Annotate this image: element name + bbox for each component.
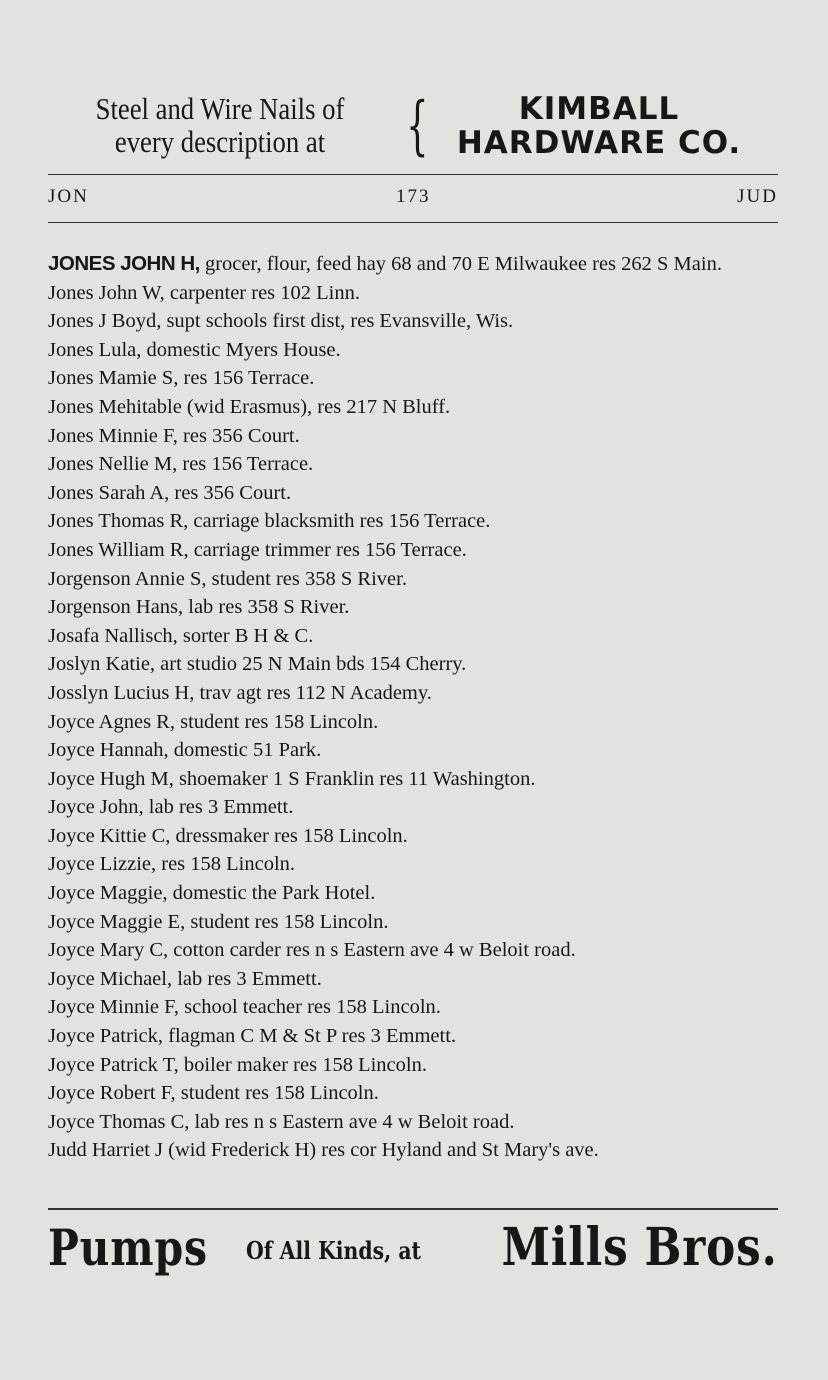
running-head-left: JON [48, 186, 89, 207]
header-ad-left-line1: Steel and Wire Nails of [95, 91, 345, 126]
directory-entry: Joyce Agnes R, student res 158 Lincoln. [48, 710, 379, 733]
directory-entry: Jorgenson Hans, lab res 358 S River. [48, 596, 350, 619]
directory-entry: Joyce Maggie E, student res 158 Lincoln. [48, 910, 389, 933]
directory-entry: Joyce Thomas C, lab res n s Eastern ave 4 w Beloit road. [48, 1110, 515, 1133]
header-rule-top [48, 174, 778, 175]
header-rule-bottom [48, 222, 778, 223]
directory-entry: Joyce Hannah, domestic 51 Park. [48, 739, 322, 762]
directory-entry: Joyce Robert F, student res 158 Lincoln. [48, 1082, 379, 1105]
directory-entry: Joyce Mary C, cotton carder res n s Eastern ave 4 w Beloit road. [48, 939, 576, 962]
directory-entry: Jorgenson Annie S, student res 358 S River. [48, 567, 407, 590]
directory-entry: Jones Mamie S, res 156 Terrace. [48, 367, 315, 390]
directory-entry: Joyce Lizzie, res 158 Lincoln. [48, 853, 296, 876]
directory-entry: Joyce Hugh M, shoemaker 1 S Franklin res 11 Washington. [48, 767, 536, 790]
running-head-right: JUD [737, 186, 778, 207]
directory-entry: Joyce Minnie F, school teacher res 158 Lincoln. [48, 996, 441, 1019]
header-ad-left-line2: every description at [114, 124, 326, 159]
page-number: 173 [396, 186, 431, 207]
directory-entry: Josslyn Lucius H, trav agt res 112 N Academy. [48, 681, 432, 704]
curly-brace-icon: { [406, 89, 429, 163]
footer-ad-kinds: Of All Kinds, at [246, 1236, 421, 1265]
directory-entry: Joslyn Katie, art studio 25 N Main bds 154 Cherry. [48, 653, 467, 676]
directory-entries [48, 250, 788, 1165]
directory-entry: Jones William R, carriage trimmer res 156 Terrace. [48, 538, 467, 561]
header-advertisement [48, 89, 788, 163]
directory-entry: Judd Harriet J (wid Frederick H) res cor Hyland and St Mary's ave. [48, 1139, 599, 1162]
directory-entry-lead [48, 250, 788, 279]
directory-entry: Jones J Boyd, supt schools first dist, res Evansville, Wis. [48, 310, 514, 333]
header-ad-right-line2: HARDWARE CO. [456, 125, 742, 161]
header-ad-right-line1: KIMBALL [518, 91, 680, 127]
directory-entry: Jones Nellie M, res 156 Terrace. [48, 453, 314, 476]
directory-entry: Jones Lula, domestic Myers House. [48, 338, 341, 361]
directory-entry: Joyce Patrick T, boiler maker res 158 Lincoln. [48, 1053, 427, 1076]
footer-rule [48, 1208, 778, 1210]
footer-ad-mills: Mills Bros. [501, 1217, 778, 1278]
directory-entry: Joyce Kittie C, dressmaker res 158 Lincoln. [48, 824, 408, 847]
directory-entry: Joyce Patrick, flagman C M & St P res 3 Emmett. [48, 1025, 457, 1048]
directory-entry: Jones John W, carpenter res 102 Linn. [48, 281, 360, 304]
directory-entry: Josafa Nallisch, sorter B H & C. [48, 624, 314, 647]
directory-entry: Joyce Maggie, domestic the Park Hotel. [48, 882, 376, 905]
running-head [48, 186, 778, 210]
directory-entry: Jones Thomas R, carriage blacksmith res 156 Terrace. [48, 510, 491, 533]
lead-entry-name: JONES JOHN H, [48, 252, 200, 275]
footer-advertisement [48, 1218, 778, 1288]
header-ad-right [418, 92, 780, 160]
directory-entry: Jones Minnie F, res 356 Court. [48, 424, 300, 447]
directory-entry: Joyce Michael, lab res 3 Emmett. [48, 967, 322, 990]
lead-entry-text: grocer, flour, feed hay 68 and 70 E Milwaukee res 262 S Main. [199, 253, 722, 275]
directory-entry: Jones Sarah A, res 356 Court. [48, 481, 292, 504]
header-ad-left [48, 92, 392, 158]
directory-entry: Joyce John, lab res 3 Emmett. [48, 796, 294, 819]
directory-entry: Jones Mehitable (wid Erasmus), res 217 N Bluff. [48, 395, 451, 418]
footer-ad-pumps: Pumps [48, 1218, 208, 1277]
